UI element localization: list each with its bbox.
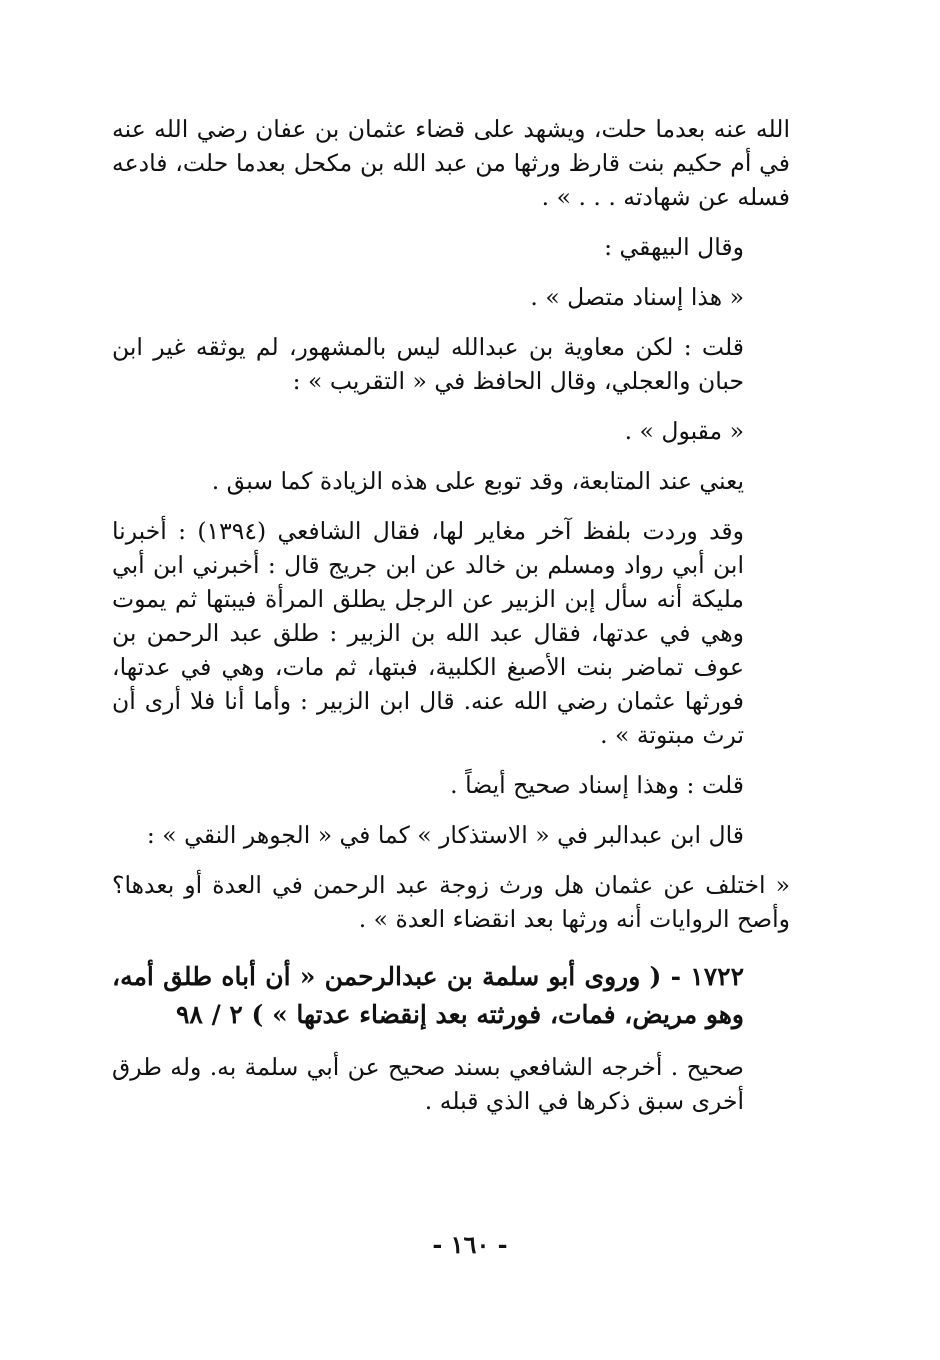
paragraph-continuation: الله عنه بعدما حلت، ويشهد على قضاء عثمان بن عفان رضي الله عنه في أم حكيم بنت قارظ ورثها من عبد الله بن مكحل بعدما حلت، فادعه فسله عن شهادته . . . » . <box>112 115 790 211</box>
paragraph-bayhaqi-intro: وقال البيهقي : <box>604 233 744 261</box>
paragraph-takhrij: صحيح . أخرجه الشافعي بسند صحيح عن أبي سلمة به. وله طرق أخرى سبق ذكرها في الذي قبله . <box>112 1053 744 1115</box>
paragraph-mutabaa: يعني عند المتابعة، وقد توبع على هذه الزيادة كما سبق . <box>211 467 744 495</box>
paragraph-muawiya: قلت : لكن معاوية بن عبدالله ليس بالمشهور، لم يوثقه غير ابن حبان والعجلي، وقال الحافظ في « التقريب » : <box>112 333 744 395</box>
hadith-1722: ١٧٢٢ - ( وروى أبو سلمة بن عبدالرحمن « أن أباه طلق أمه، وهو مريض، فمات، فورثته بعد إنقضاء عدتها » ) ٢ / ٩٨ <box>112 962 744 1029</box>
page-number: - ١٦٠ - <box>432 1230 508 1259</box>
quote-isnad-muttasil: « هذا إسناد متصل » . <box>530 283 744 311</box>
paragraph-ibn-abdilbarr: قال ابن عبدالبر في « الاستذكار » كما في « الجوهر النقي » : <box>146 821 744 849</box>
quote-maqbul: « مقبول » . <box>624 417 744 445</box>
quote-istidhkar: « اختلف عن عثمان هل ورث زوجة عبد الرحمن في العدة أو بعدها؟ وأصح الروايات أنه ورثها بعد انقضاء العدة » . <box>112 871 790 933</box>
paragraph-shafii-narration: وقد وردت بلفظ آخر مغاير لها، فقال الشافعي (١٣٩٤) : أخبرنا ابن أبي رواد ومسلم بن خالد عن ابن جريج قال : أخبرني ابن أبي مليكة أنه سأل إبن الزبير عن الرجل يطلق المرأة فيبتها ثم يموت وهي في عدتها، فقال عبد الله بن الزبير : طلق عبد الرحمن بن عوف تماضر بنت الأصبغ الكلبية، فبتها، ثم مات، وهي في عدتها، فورثها عثمان رضي الله عنه. قال ابن الزبير : وأما أنا فلا أرى أن ترث مبتوتة » . <box>112 517 745 749</box>
paragraph-isnad-sahih: قلت : وهذا إسناد صحيح أيضاً . <box>450 771 744 799</box>
